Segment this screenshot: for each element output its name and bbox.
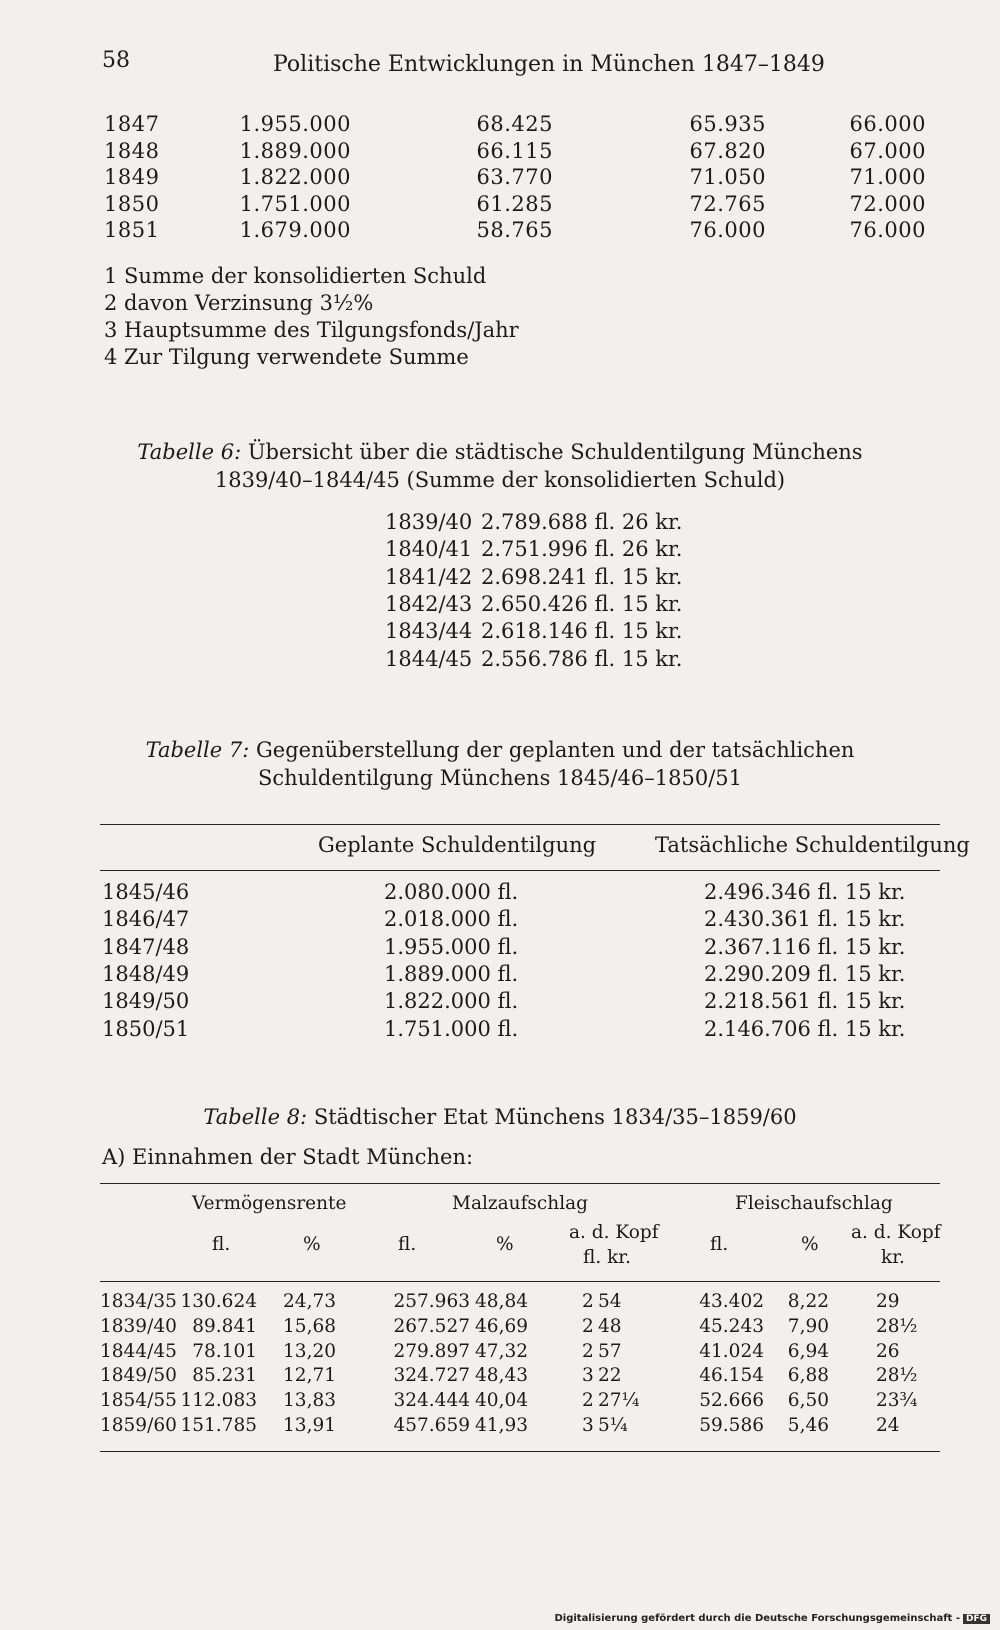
table8-row-period: 1859/60	[100, 1415, 177, 1436]
table8-sub-fleisch-kr: kr.	[881, 1247, 905, 1268]
table8-row-period: 1834/35	[100, 1291, 177, 1312]
table8-group-vermoegensrente: Vermögensrente	[192, 1193, 347, 1214]
table8-row-fleisch-fl: 59.586	[699, 1415, 764, 1436]
table7-row-actual: 2.496.346 fl. 15 kr.	[704, 880, 906, 904]
table8-row-verm-pct: 24,73	[283, 1291, 336, 1312]
table8-sub-fleisch-adkopf: a. d. Kopf	[851, 1222, 941, 1243]
table6-caption-line1	[0, 440, 1000, 464]
note-4: 4 Zur Tilgung verwendete Summe	[104, 345, 469, 369]
table8-row-malz-kopf-fl: 2	[582, 1390, 594, 1412]
table8-row-verm-pct: 12,71	[283, 1365, 336, 1387]
table8-row-malz-fl: 257.963	[393, 1291, 470, 1312]
table8-row-malz-fl: 457.659	[393, 1415, 470, 1436]
table7-row-period: 1845/46	[102, 880, 190, 904]
table8-group-fleischaufschlag: Fleischaufschlag	[735, 1193, 893, 1214]
top-row-interest: 63.770	[476, 165, 553, 189]
table7-row-period: 1850/51	[102, 1016, 190, 1041]
top-row-fund-sum: 76.000	[689, 218, 766, 242]
table8-row-fleisch-kopf-kr: 24	[876, 1415, 900, 1436]
table6-row-period: 1843/44	[385, 619, 473, 644]
top-row-consolidated-debt: 1.889.000	[239, 138, 351, 163]
table8-row-malz-kopf-kr: 57	[598, 1340, 622, 1362]
top-row-interest: 66.115	[476, 138, 553, 163]
table8-bottom-rule	[100, 1451, 940, 1452]
table8-row-malz-fl: 324.444	[393, 1390, 470, 1412]
table8-row-fleisch-pct: 6,50	[787, 1390, 829, 1412]
top-row-interest: 58.765	[476, 218, 553, 242]
table8-row-verm-fl: 78.101	[192, 1340, 257, 1362]
top-row-consolidated-debt: 1.955.000	[239, 112, 351, 136]
footer	[554, 1613, 990, 1624]
table8-row-malz-kopf-fl: 3	[582, 1365, 594, 1387]
table7-row-period: 1847/48	[102, 934, 190, 959]
table8-row-fleisch-pct: 7,90	[787, 1315, 829, 1337]
table6-row-sum: 2.698.241 fl. 15 kr.	[481, 564, 683, 589]
table8-group-malzaufschlag: Malzaufschlag	[452, 1193, 588, 1214]
table7-top-rule	[100, 824, 940, 825]
table7-label: Tabelle 7:	[145, 738, 250, 762]
table7-row-planned: 2.018.000 fl.	[384, 907, 519, 932]
table8-row-fleisch-kopf-kr: 26	[876, 1340, 900, 1362]
table8-sub-fleisch-pct: %	[801, 1234, 819, 1255]
table8-row-verm-pct: 15,68	[283, 1315, 336, 1337]
table8-row-verm-fl: 89.841	[192, 1315, 257, 1337]
table8-row-malz-kopf-kr: 22	[598, 1365, 622, 1387]
table7-row-planned: 1.751.000 fl.	[384, 1016, 519, 1041]
table8-row-fleisch-pct: 6,94	[787, 1340, 829, 1362]
table8-row-malz-pct: 46,69	[475, 1315, 528, 1337]
table8-row-verm-pct: 13,83	[283, 1390, 336, 1412]
table7-row-planned: 1.822.000 fl.	[384, 989, 519, 1014]
table8-row-malz-pct: 41,93	[475, 1415, 528, 1436]
table7-caption-line1	[0, 738, 1000, 762]
table7-caption-line2: Schuldentilgung Münchens 1845/46–1850/51	[257, 766, 742, 790]
note-1: 1 Summe der konsolidierten Schuld	[104, 264, 487, 288]
table8-row-malz-kopf-fl: 2	[582, 1315, 594, 1337]
top-row-year: 1850	[104, 191, 160, 216]
top-row-interest: 61.285	[476, 191, 553, 216]
table8-sub-verm-pct: %	[303, 1234, 321, 1255]
table8-row-fleisch-pct: 5,46	[787, 1415, 829, 1436]
table8-row-period: 1844/45	[100, 1340, 177, 1362]
table6-row-period: 1844/45	[385, 646, 473, 671]
top-row-interest: 68.425	[476, 112, 553, 136]
table8-row-fleisch-fl: 43.402	[699, 1291, 764, 1312]
table8-row-malz-fl: 279.897	[393, 1340, 470, 1362]
table6-row-period: 1839/40	[385, 510, 473, 534]
table8-top-rule	[100, 1183, 940, 1184]
table8-row-malz-kopf-fl: 2	[582, 1291, 594, 1312]
top-row-fund-sum: 65.935	[689, 112, 766, 136]
table8-row-period: 1854/55	[100, 1390, 177, 1412]
table7-row-actual: 2.290.209 fl. 15 kr.	[704, 961, 906, 986]
table8-row-malz-kopf-kr: 54	[598, 1291, 622, 1312]
table6-row-period: 1840/41	[385, 537, 473, 562]
table8-row-verm-fl: 130.624	[180, 1291, 257, 1312]
table6-row-period: 1841/42	[385, 564, 473, 589]
top-row-used-sum: 66.000	[849, 112, 926, 136]
note-2: 2 davon Verzinsung 3½%	[104, 291, 374, 315]
top-row-fund-sum: 67.820	[689, 138, 766, 163]
table8-row-malz-pct: 40,04	[475, 1390, 528, 1412]
table7-row-actual: 2.367.116 fl. 15 kr.	[704, 934, 906, 959]
top-row-used-sum: 67.000	[849, 138, 926, 163]
table6-row-sum: 2.751.996 fl. 26 kr.	[481, 537, 683, 562]
table8-row-fleisch-fl: 46.154	[699, 1365, 764, 1387]
table8-row-fleisch-kopf-kr: 28½	[876, 1315, 918, 1337]
top-row-year: 1849	[104, 165, 160, 189]
table8-sub-malz-flkr: fl. kr.	[583, 1247, 632, 1268]
table8-row-verm-fl: 151.785	[180, 1415, 257, 1436]
table8-row-malz-kopf-kr: 5¼	[598, 1415, 628, 1436]
table6-row-period: 1842/43	[385, 591, 473, 616]
table8-sub-verm-fl: fl.	[212, 1234, 231, 1255]
table8-sub-malz-adkopf: a. d. Kopf	[569, 1222, 659, 1243]
table8-caption	[0, 1105, 1000, 1129]
footer-text: Digitalisierung gefördert durch die Deutsche Forschungsgemeinschaft -	[554, 1613, 960, 1624]
table6-row-sum: 2.789.688 fl. 26 kr.	[481, 510, 683, 534]
top-row-used-sum: 72.000	[849, 191, 926, 216]
note-3: 3 Hauptsumme des Tilgungsfonds/Jahr	[104, 318, 519, 342]
table6-row-sum: 2.556.786 fl. 15 kr.	[481, 646, 683, 671]
table7-row-period: 1849/50	[102, 989, 190, 1014]
table8-row-verm-pct: 13,91	[283, 1415, 336, 1436]
top-row-consolidated-debt: 1.751.000	[239, 191, 351, 216]
table8-sub-malz-pct: %	[496, 1234, 514, 1255]
table8-title: Städtischer Etat Münchens 1834/35–1859/60	[313, 1105, 797, 1129]
table7-col-planned: Geplante Schuldentilgung	[318, 833, 597, 857]
top-row-used-sum: 71.000	[849, 165, 926, 189]
table7-row-period: 1848/49	[102, 961, 190, 986]
table6-title: Übersicht über die städtische Schuldentilgung Münchens	[247, 440, 863, 464]
table8-row-malz-pct: 48,84	[475, 1291, 528, 1312]
table7-row-actual: 2.218.561 fl. 15 kr.	[704, 989, 906, 1014]
table8-sub-fleisch-fl: fl.	[710, 1234, 729, 1255]
table8-row-verm-fl: 112.083	[180, 1390, 257, 1412]
page-number: 58	[102, 48, 130, 73]
table8-row-malz-kopf-fl: 3	[582, 1415, 594, 1436]
table8-label: Tabelle 8:	[203, 1105, 308, 1129]
table7-header-rule	[100, 870, 940, 871]
table6-label: Tabelle 6:	[137, 440, 242, 464]
top-row-year: 1848	[104, 138, 160, 163]
table8-row-fleisch-kopf-kr: 28½	[876, 1365, 918, 1387]
table8-row-malz-pct: 48,43	[475, 1365, 528, 1387]
table8-row-verm-pct: 13,20	[283, 1340, 336, 1362]
top-row-fund-sum: 71.050	[689, 165, 766, 189]
top-row-year: 1851	[104, 218, 160, 242]
table7-row-actual: 2.430.361 fl. 15 kr.	[704, 907, 906, 932]
table6-caption-line2: 1839/40–1844/45 (Summe der konsolidierten Schuld)	[214, 468, 786, 492]
top-row-year: 1847	[104, 112, 160, 136]
top-row-fund-sum: 72.765	[689, 191, 766, 216]
table7-col-actual: Tatsächliche Schuldentilgung	[655, 833, 970, 857]
table8-row-fleisch-kopf-kr: 23¾	[876, 1390, 918, 1412]
table7-row-planned: 1.955.000 fl.	[384, 934, 519, 959]
table8-sub-malz-fl: fl.	[398, 1234, 417, 1255]
table7-title: Gegenüberstellung der geplanten und der tatsächlichen	[256, 738, 855, 762]
table8-row-fleisch-kopf-kr: 29	[876, 1291, 900, 1312]
table8-row-verm-fl: 85.231	[192, 1365, 257, 1387]
table8-row-fleisch-fl: 41.024	[699, 1340, 764, 1362]
table8-row-period: 1849/50	[100, 1365, 177, 1387]
top-row-used-sum: 76.000	[849, 218, 926, 242]
table8-row-malz-kopf-kr: 48	[598, 1315, 622, 1337]
table7-row-actual: 2.146.706 fl. 15 kr.	[704, 1016, 906, 1041]
top-row-consolidated-debt: 1.822.000	[239, 165, 351, 189]
running-title: Politische Entwicklungen in München 1847–1849	[273, 52, 825, 77]
table8-row-fleisch-fl: 45.243	[699, 1315, 764, 1337]
table6-row-sum: 2.650.426 fl. 15 kr.	[481, 591, 683, 616]
table8-row-fleisch-pct: 8,22	[787, 1291, 829, 1312]
table8-row-fleisch-pct: 6,88	[787, 1365, 829, 1387]
table8-row-malz-fl: 324.727	[393, 1365, 470, 1387]
table8-row-malz-fl: 267.527	[393, 1315, 470, 1337]
dfg-logo: DFG	[963, 1614, 990, 1624]
table8-header-rule	[100, 1281, 940, 1282]
table8-row-malz-kopf-kr: 27¼	[598, 1390, 640, 1412]
table7-row-planned: 2.080.000 fl.	[384, 880, 519, 904]
table8-section: A) Einnahmen der Stadt München:	[102, 1145, 474, 1169]
table8-row-fleisch-fl: 52.666	[699, 1390, 764, 1412]
table6-row-sum: 2.618.146 fl. 15 kr.	[481, 619, 683, 644]
top-row-consolidated-debt: 1.679.000	[239, 218, 351, 242]
table8-row-malz-pct: 47,32	[475, 1340, 528, 1362]
table8-row-malz-kopf-fl: 2	[582, 1340, 594, 1362]
table7-row-period: 1846/47	[102, 907, 190, 932]
table7-row-planned: 1.889.000 fl.	[384, 961, 519, 986]
table8-row-period: 1839/40	[100, 1315, 177, 1337]
